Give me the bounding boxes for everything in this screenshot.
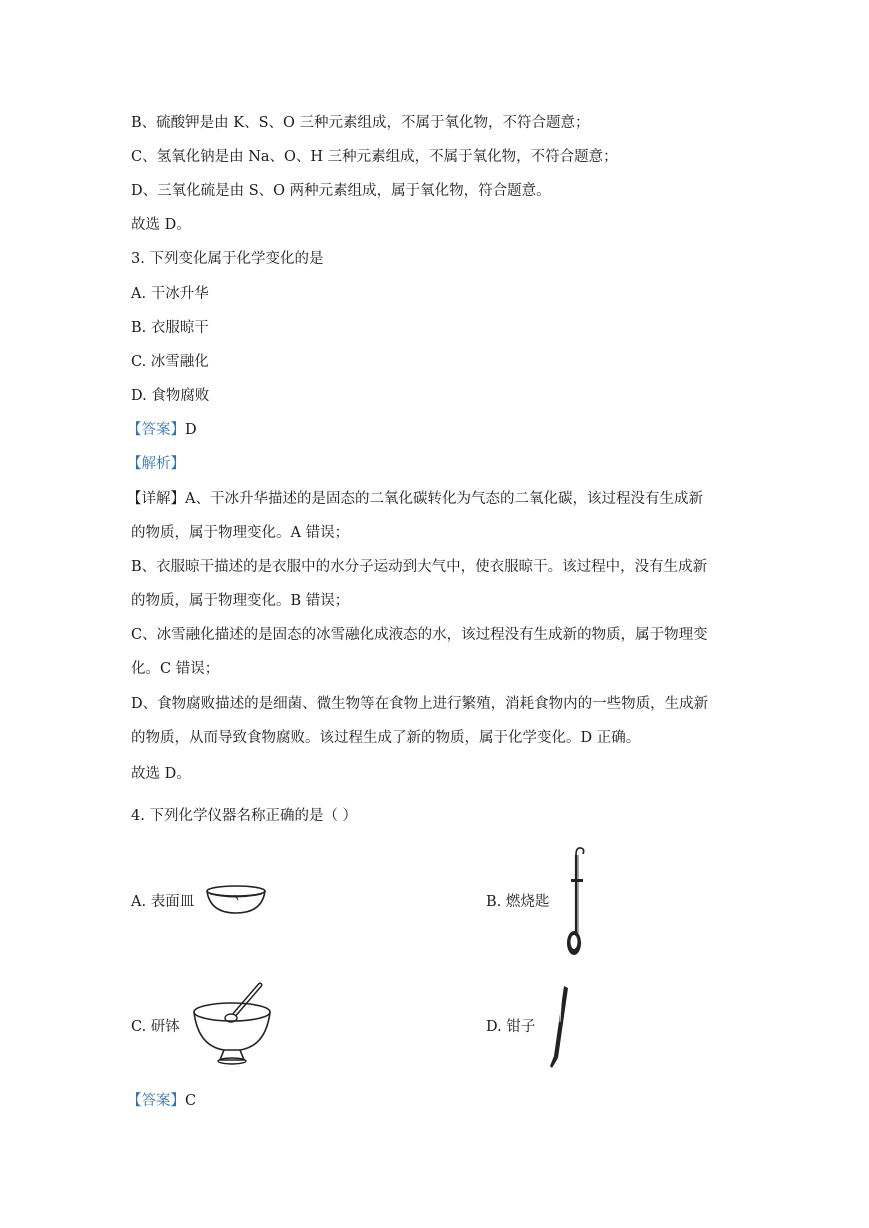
q3-option-b: B. 衣服晾干	[131, 320, 209, 336]
q3-detail-line-4: 的物质，属于物理变化。B 错误；	[131, 593, 350, 609]
q4-answer	[127, 1091, 196, 1111]
q3-detail-line-6: 化。C 错误；	[131, 661, 220, 677]
q2-conclusion: 故选 D。	[131, 217, 191, 233]
detail-text: A、干冰升华描述的是固态的二氧化碳转化为气态的二氧化碳，该过程没有生成新	[185, 491, 703, 507]
combustion-spoon-figure	[560, 845, 590, 959]
q3-option-d: D. 食物腐败	[131, 388, 210, 404]
q3-conclusion: 故选 D。	[131, 766, 191, 782]
q4-option-d-label: D. 钳子	[486, 1019, 536, 1035]
q3-detail-line-2: 的物质，属于物理变化。A 错误；	[131, 525, 350, 541]
q3-analysis-tag: 【解析】	[127, 456, 185, 472]
q3-answer	[127, 420, 197, 440]
q3-detail-line-7: D、食物腐败描述的是细菌、微生物等在食物上进行繁殖，消耗食物内的一些物质，生成新	[131, 696, 709, 712]
q4-stem: 4. 下列化学仪器名称正确的是（ ）	[131, 808, 358, 824]
tweezers-figure	[540, 982, 574, 1072]
q4-option-b-label: B. 燃烧匙	[486, 894, 550, 910]
answer-tag: 【答案】	[127, 422, 185, 438]
q3-detail-line-5: C、冰雪融化描述的是固态的冰雪融化成液态的水，该过程没有生成新的物质，属于物理变	[131, 627, 708, 643]
answer-value: C	[185, 1093, 197, 1109]
q4-option-a-label: A. 表面皿	[131, 894, 195, 910]
evaporating-dish-figure	[204, 883, 268, 917]
q3-stem: 3. 下列变化属于化学变化的是	[131, 251, 324, 267]
detail-tag: 【详解】	[127, 491, 185, 507]
q3-detail-line-3: B、衣服晾干描述的是衣服中的水分子运动到大气中，使衣服晾干。该过程中，没有生成新	[131, 559, 708, 575]
q4-option-c-label: C. 研钵	[131, 1019, 180, 1035]
q2-analysis-b: B、硫酸钾是由 K、S、O 三种元素组成，不属于氧化物，不符合题意；	[131, 115, 590, 131]
q3-detail-line-8: 的物质，从而导致食物腐败。该过程生成了新的物质，属于化学变化。D 正确。	[131, 730, 641, 746]
q3-detail-line-1	[127, 489, 703, 509]
answer-tag: 【答案】	[127, 1093, 185, 1109]
q3-option-c: C. 冰雪融化	[131, 354, 209, 370]
mortar-and-pestle-figure	[188, 980, 278, 1070]
q2-analysis-d: D、三氧化硫是由 S、O 两种元素组成，属于氧化物，符合题意。	[131, 183, 551, 199]
q2-analysis-c: C、氢氧化钠是由 Na、O、H 三种元素组成，不属于氧化物，不符合题意；	[131, 149, 618, 165]
q3-option-a: A. 干冰升华	[131, 286, 209, 302]
answer-value: D	[185, 422, 197, 438]
